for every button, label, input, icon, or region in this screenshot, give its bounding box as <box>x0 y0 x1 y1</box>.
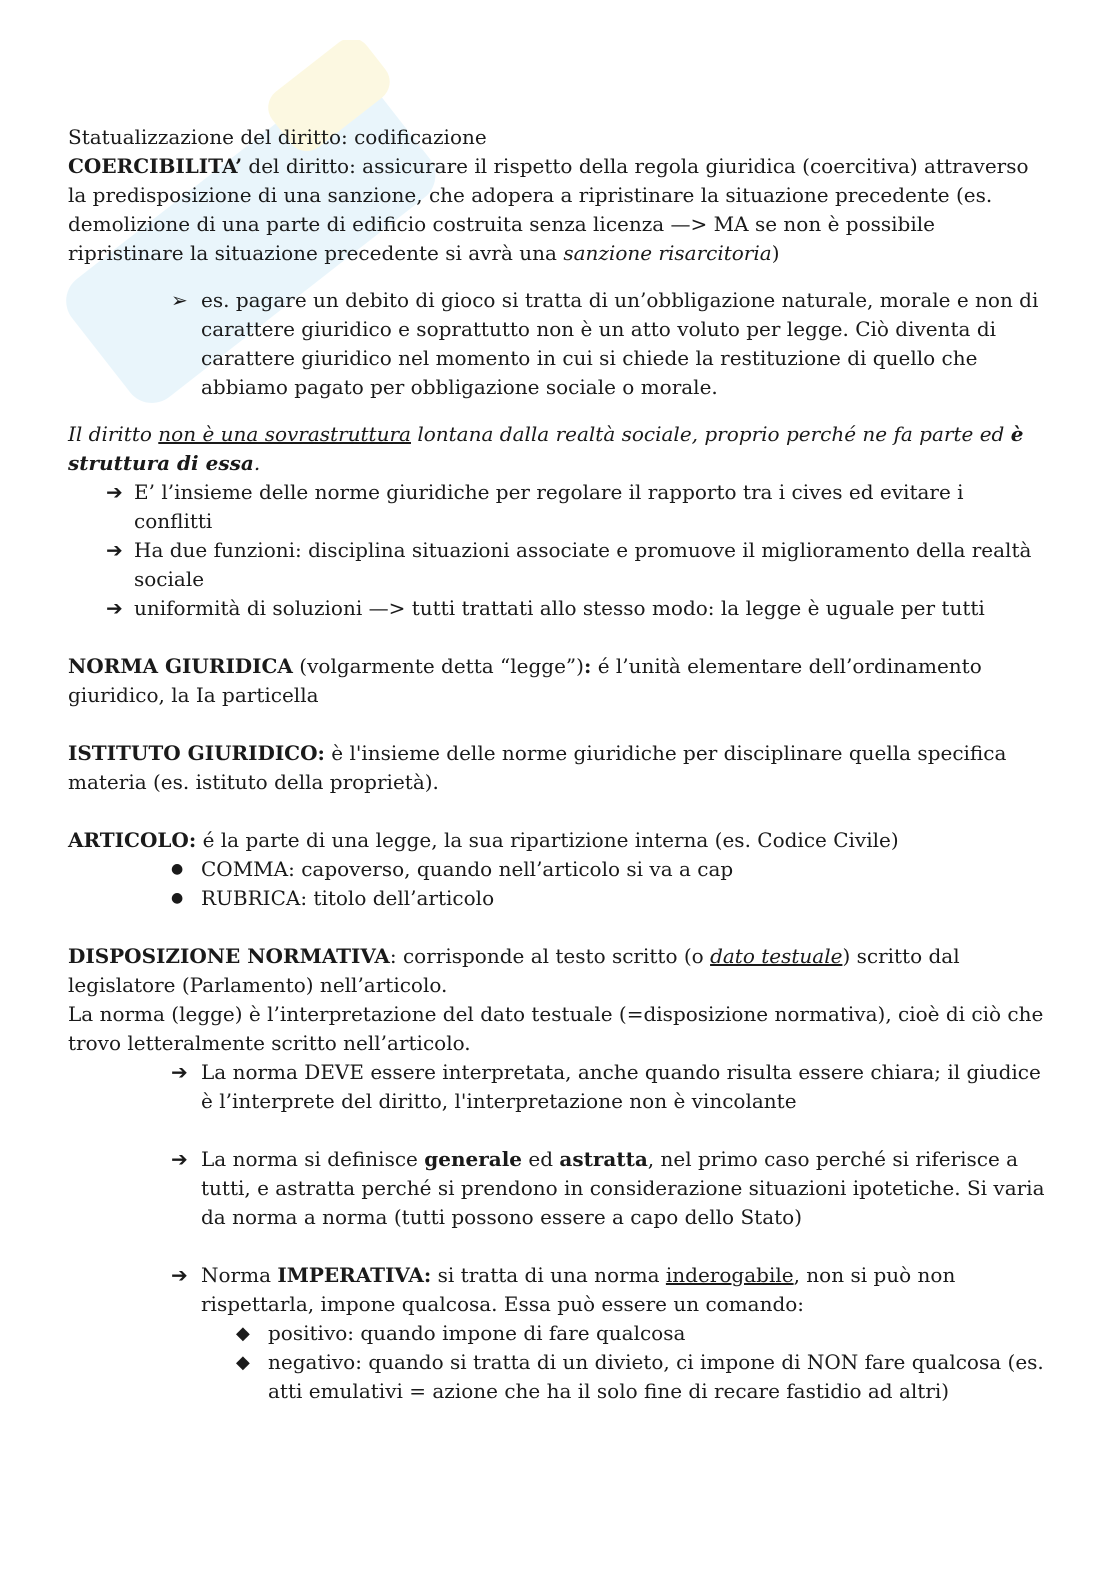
arrow-bullet-icon: ➔ <box>106 480 123 504</box>
arrow-bullet-icon: ➔ <box>171 1263 188 1287</box>
coercibilita-label: COERCIBILITA’ <box>68 154 243 178</box>
disposizione-paragraph: DISPOSIZIONE NORMATIVA: corrisponde al testo scritto (o dato testuale) scritto dal legislatore (Parlamento) nell’articolo. <box>68 944 960 997</box>
comando-list <box>68 1319 1048 1406</box>
articolo-list <box>68 855 1048 913</box>
norma-giuridica-paragraph: NORMA GIURIDICA (volgarmente detta “legge”): é l’unità elementare dell’ordinamento giuridico, la Ia particella <box>68 654 982 707</box>
list-item: ➔ Ha due funzioni: disciplina situazioni associate e promuove il miglioramento della realtà sociale <box>106 538 1032 591</box>
diritto-list <box>68 478 1048 623</box>
istituto-giuridico-paragraph: ISTITUTO GIURIDICO: è l'insieme delle norme giuridiche per disciplinare quella specifica materia (es. istituto della proprietà). <box>68 741 1007 794</box>
list-item: ➔ La norma DEVE essere interpretata, anche quando risulta essere chiara; il giudice è l’interprete del diritto, l'interpretazione non è vincolante <box>171 1060 1041 1113</box>
list-item: ➔ La norma si definisce generale ed astratta, nel primo caso perché si riferisce a tutti, e astratta perché si prendono in considerazione situazioni ipotetiche. Si varia da norma a norma (tutti possono essere a capo dello Stato) <box>171 1147 1045 1229</box>
list-item: ➔ uniformità di soluzioni —> tutti trattati allo stesso modo: la legge è uguale per tutti <box>68 594 1048 623</box>
diamond-bullet-icon: ◆ <box>236 1323 250 1344</box>
example-list <box>68 286 1048 402</box>
norma-list <box>68 1058 1048 1319</box>
dot-bullet-icon: ● <box>171 890 184 906</box>
struttura-paragraph: Il diritto non è una sovrastruttura lontana dalla realtà sociale, proprio perché ne fa parte ed è struttura di essa. <box>68 422 1024 475</box>
list-item: ● RUBRICA: titolo dell’articolo <box>68 884 1048 913</box>
coercibilita-paragraph: COERCIBILITA’ del diritto: assicurare il rispetto della regola giuridica (coercitiva) attraverso la predisposizione di una sanzione, che adopera a ripristinare la situazione precedente (es. demolizione di una parte di edificio costruita senza licenza —> MA se non è possibile ripristinare la situazione precedente si avrà una sanzione risarcitoria) <box>68 154 1029 265</box>
list-item: ➢ es. pagare un debito di gioco si tratta di un’obbligazione naturale, morale e non di carattere giuridico e soprattutto non è un atto voluto per legge. Ciò diventa di carattere giuridico nel momento in cui si chiede la restituzione di quello che abbiamo pagato per obbligazione sociale o morale. <box>171 288 1039 399</box>
articolo-paragraph: ARTICOLO: é la parte di una legge, la sua ripartizione interna (es. Codice Civile) <box>68 828 899 852</box>
sanzione-risarcitoria: sanzione risarcitoria <box>563 241 772 265</box>
list-item: ◆ negativo: quando si tratta di un divieto, ci impone di NON fare qualcosa (es. atti emulativi = azione che ha il solo fine di recare fastidio ad altri) <box>236 1350 1044 1403</box>
arrowhead-bullet-icon: ➢ <box>171 288 188 312</box>
arrow-bullet-icon: ➔ <box>106 538 123 562</box>
list-item: ➔ E’ l’insieme delle norme giuridiche per regolare il rapporto tra i cives ed evitare i conflitti <box>106 480 964 533</box>
diamond-bullet-icon: ◆ <box>236 1352 250 1373</box>
list-item: ◆ positivo: quando impone di fare qualcosa <box>68 1319 1048 1348</box>
list-item: ● COMMA: capoverso, quando nell’articolo si va a cap <box>68 855 1048 884</box>
arrow-bullet-icon: ➔ <box>171 1147 188 1171</box>
arrow-bullet-icon: ➔ <box>171 1060 188 1084</box>
intro-line: Statualizzazione del diritto: codificazione <box>68 125 487 149</box>
document-page <box>68 123 1048 1406</box>
dot-bullet-icon: ● <box>171 861 184 877</box>
list-item: ➔ Norma IMPERATIVA: si tratta di una norma inderogabile, non si può non rispettarla, impone qualcosa. Essa può essere un comando: <box>171 1263 956 1316</box>
norma-interpretazione-paragraph: La norma (legge) è l’interpretazione del dato testuale (=disposizione normativa), cioè di ciò che trovo letteralmente scritto nell’articolo. <box>68 1002 1044 1055</box>
arrow-bullet-icon: ➔ <box>106 596 123 620</box>
